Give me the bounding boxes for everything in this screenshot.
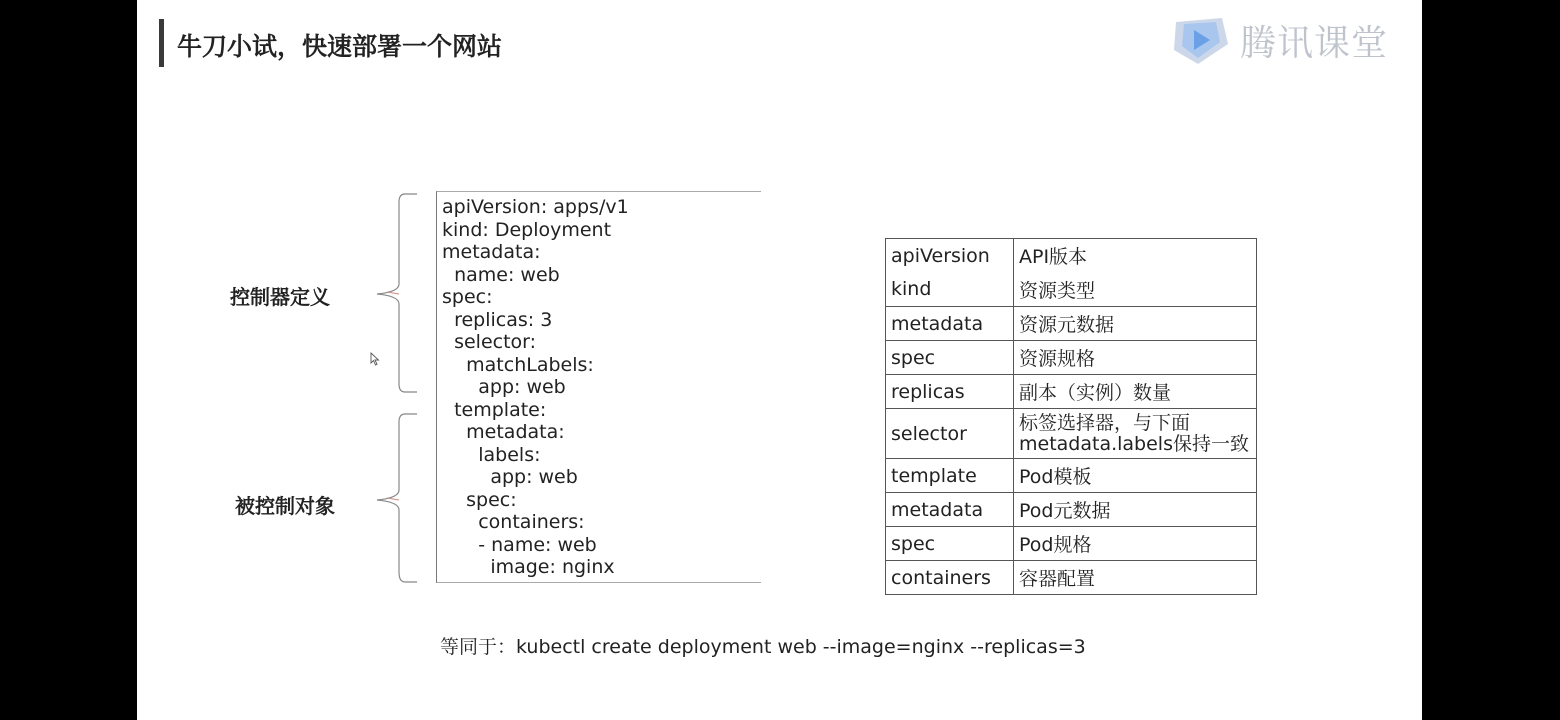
brace-lines	[357, 188, 417, 588]
table-desc: Pod规格	[1014, 527, 1257, 561]
table-key: replicas	[886, 375, 1014, 409]
yaml-line: spec:	[442, 488, 517, 511]
yaml-line: matchLabels:	[442, 353, 594, 376]
table-key: metadata	[886, 307, 1014, 341]
table-row	[886, 493, 1257, 527]
yaml-line: - name: web	[442, 533, 597, 556]
table-desc: 容器配置	[1014, 561, 1257, 595]
table-row	[886, 273, 1257, 307]
table-key: spec	[886, 527, 1014, 561]
table-desc: Pod元数据	[1014, 493, 1257, 527]
yaml-line: metadata:	[442, 421, 565, 443]
table-desc: 资源元数据	[1014, 307, 1257, 341]
table-row	[886, 341, 1257, 375]
table-key: kind	[886, 273, 1014, 307]
table-row	[886, 307, 1257, 341]
yaml-line: name: web	[442, 263, 560, 286]
table-row	[886, 527, 1257, 561]
slide-title: 牛刀小试，快速部署一个网站	[177, 32, 503, 61]
yaml-line: kind: Deployment	[442, 218, 612, 241]
mouse-cursor-icon	[370, 352, 380, 366]
table-desc-line: metadata.labels保持一致	[1019, 432, 1249, 455]
yaml-line: labels:	[442, 443, 541, 466]
yaml-line: app: web	[442, 376, 566, 398]
table-key: apiVersion	[886, 239, 1014, 273]
yaml-line: metadata:	[442, 241, 541, 263]
table-row	[886, 459, 1257, 493]
table-key: selector	[886, 409, 1014, 459]
yaml-line: apiVersion: apps/v1	[442, 196, 629, 218]
table-key: template	[886, 459, 1014, 493]
yaml-line: replicas: 3	[442, 308, 553, 331]
table-key: metadata	[886, 493, 1014, 527]
table-desc: 资源规格	[1014, 341, 1257, 375]
table-row	[886, 239, 1257, 273]
table-row	[886, 409, 1257, 459]
table-row	[886, 375, 1257, 409]
yaml-line: spec:	[442, 286, 493, 308]
label-controlled-object: 被控制对象	[235, 494, 335, 518]
table-desc: 副本（实例）数量	[1014, 375, 1257, 409]
table-desc: API版本	[1014, 239, 1257, 273]
table-desc: Pod模板	[1014, 459, 1257, 493]
table-key: containers	[886, 561, 1014, 595]
yaml-code-block	[436, 191, 761, 583]
label-controller-definition: 控制器定义	[230, 285, 330, 309]
logo-text: 腾讯课堂	[1240, 22, 1389, 64]
table-row	[886, 561, 1257, 595]
yaml-line: selector:	[442, 331, 537, 353]
play-icon	[1170, 14, 1232, 66]
yaml-line: template:	[442, 398, 547, 421]
slide	[137, 0, 1422, 720]
tencent-classroom-logo	[1170, 14, 1388, 66]
table-desc	[1014, 409, 1257, 459]
yaml-line: containers:	[442, 511, 585, 533]
yaml-line: image: nginx	[442, 556, 615, 578]
field-description-table	[885, 238, 1257, 595]
table-desc: 资源类型	[1014, 273, 1257, 307]
table-key: spec	[886, 341, 1014, 375]
table-desc-line: 标签选择器，与下面	[1019, 411, 1191, 434]
title-accent-bar	[159, 19, 164, 67]
equivalent-command: 等同于：kubectl create deployment web --image=nginx --replicas=3	[440, 636, 1086, 658]
yaml-line: app: web	[442, 466, 578, 488]
